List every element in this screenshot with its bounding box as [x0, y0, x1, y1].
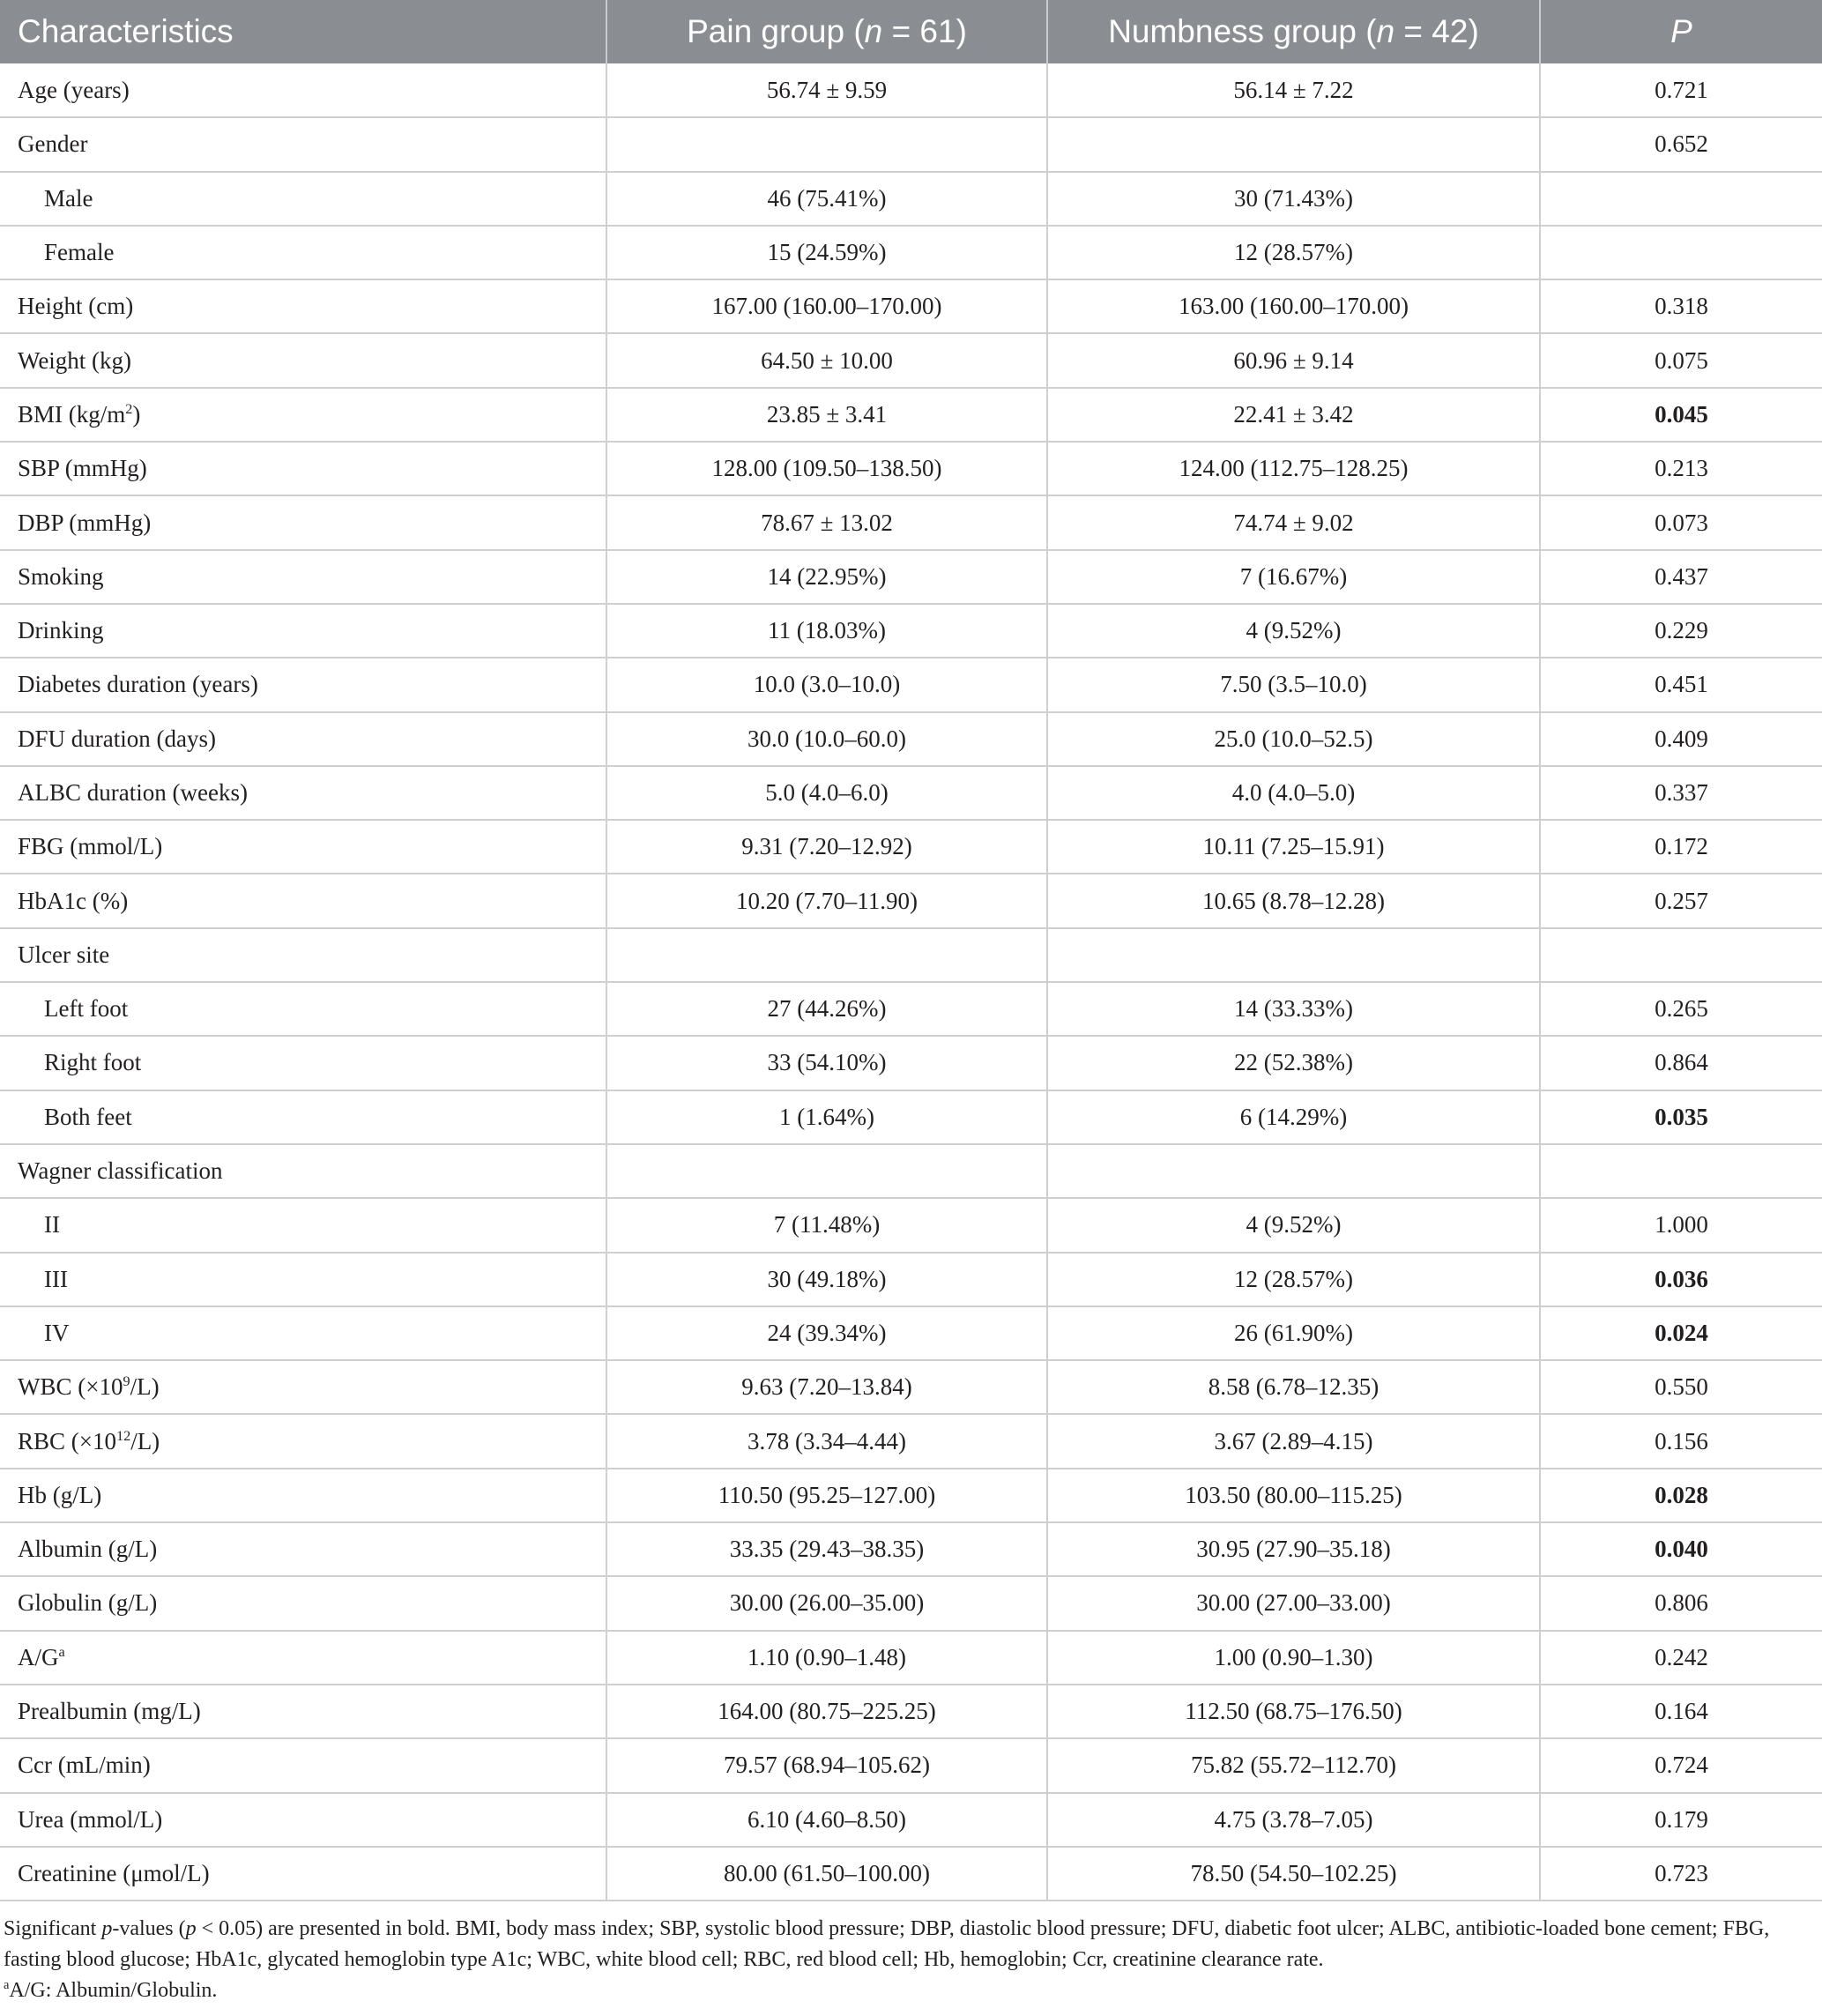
table-row: [0, 117, 1822, 171]
numbness-group-value: 78.50 (54.50–102.25): [1047, 1847, 1540, 1901]
table-row: [0, 1576, 1822, 1630]
row-label: IV: [0, 1306, 606, 1360]
row-label: Weight (kg): [0, 333, 606, 387]
numbness-group-value: 6 (14.29%): [1047, 1090, 1540, 1144]
numbness-group-value: 1.00 (0.90–1.30): [1047, 1631, 1540, 1685]
table-row: [0, 550, 1822, 604]
row-label: BMI $(kg/m^2)$: [0, 388, 606, 442]
table-row: [0, 604, 1822, 658]
pain-group-value: 30.00 (26.00–35.00): [606, 1576, 1047, 1630]
pain-group-value: [606, 1144, 1047, 1198]
pain-group-value: 27 (44.26%): [606, 982, 1047, 1036]
numbness-group-value: 7.50 (3.5–10.0): [1047, 658, 1540, 711]
p-value: 0.257: [1540, 874, 1822, 927]
p-value: 0.242: [1540, 1631, 1822, 1685]
numbness-group-value: 7 (16.67%): [1047, 550, 1540, 604]
table-row: [0, 928, 1822, 982]
table-body: [0, 63, 1822, 1901]
numbness-group-value: 75.82 (55.72–112.70): [1047, 1738, 1540, 1792]
header-p-value: P: [1670, 13, 1692, 49]
table-row: [0, 874, 1822, 927]
header-characteristics: Characteristics: [0, 0, 606, 63]
numbness-group-value: 12 (28.57%): [1047, 1253, 1540, 1306]
p-value: [1540, 226, 1822, 279]
row-label: Diabetes duration (years): [0, 658, 606, 711]
numbness-group-value: 30.95 (27.90–35.18): [1047, 1522, 1540, 1576]
table-row: [0, 495, 1822, 549]
row-label: Globulin (g/L): [0, 1576, 606, 1630]
row-label: Ccr (mL/min): [0, 1738, 606, 1792]
row-label: SBP (mmHg): [0, 442, 606, 495]
table-row: [0, 1414, 1822, 1468]
numbness-group-value: 124.00 (112.75–128.25): [1047, 442, 1540, 495]
pain-group-value: 23.85 ± 3.41: [606, 388, 1047, 442]
p-value: 0.028: [1540, 1469, 1822, 1522]
pain-group-value: 9.31 (7.20–12.92): [606, 820, 1047, 874]
p-value: 0.337: [1540, 766, 1822, 820]
row-label: Male: [0, 172, 606, 226]
table-row: [0, 279, 1822, 333]
pain-group-value: 10.0 (3.0–10.0): [606, 658, 1047, 711]
p-value: 0.265: [1540, 982, 1822, 1036]
numbness-group-value: 25.0 (10.0–52.5): [1047, 712, 1540, 766]
table-row: [0, 226, 1822, 279]
pain-group-value: 64.50 ± 10.00: [606, 333, 1047, 387]
row-label: Urea (mmol/L): [0, 1793, 606, 1847]
pain-group-value: 167.00 (160.00–170.00): [606, 279, 1047, 333]
row-label: Age (years): [0, 63, 606, 117]
row-label: Left foot: [0, 982, 606, 1036]
row-label: RBC $(\times 10^{12}/L)$: [0, 1414, 606, 1468]
numbness-group-value: 74.74 ± 9.02: [1047, 495, 1540, 549]
table-row: [0, 658, 1822, 711]
table-row: [0, 1847, 1822, 1901]
table-row: [0, 1306, 1822, 1360]
p-value: 0.864: [1540, 1036, 1822, 1090]
table-row: [0, 1685, 1822, 1738]
numbness-group-value: 3.67 (2.89–4.15): [1047, 1414, 1540, 1468]
row-label: III: [0, 1253, 606, 1306]
p-value: 0.652: [1540, 117, 1822, 171]
numbness-group-value: 12 (28.57%): [1047, 226, 1540, 279]
row-label: Ulcer site: [0, 928, 606, 982]
numbness-group-value: 10.11 (7.25–15.91): [1047, 820, 1540, 874]
numbness-group-value: [1047, 117, 1540, 171]
pain-group-value: 110.50 (95.25–127.00): [606, 1469, 1047, 1522]
table-row: [0, 1198, 1822, 1252]
table-header: [0, 0, 1822, 63]
p-value: 0.724: [1540, 1738, 1822, 1792]
p-value: [1540, 172, 1822, 226]
table-row: [0, 1090, 1822, 1144]
footnote-abbreviations: Significant p-values (p < 0.05) are presented in bold. BMI, body mass index; SBP, systolic blood pressure; DBP, diastolic blood pressure; DFU, diabetic foot ulcer; ALBC, antibiotic-loaded bone cement; FBG, fasting blood glucose; HbA1c, glycated hemoglobin type A1c; WBC, white blood cell; RBC, red blood cell; Hb, hemoglobin; Ccr, creatinine clearance rate.: [4, 1917, 1770, 1972]
p-value: 0.229: [1540, 604, 1822, 658]
pain-group-value: 164.00 (80.75–225.25): [606, 1685, 1047, 1738]
p-value: 0.073: [1540, 495, 1822, 549]
pain-group-value: 14 (22.95%): [606, 550, 1047, 604]
p-value: 0.721: [1540, 63, 1822, 117]
row-label: HbA1c (%): [0, 874, 606, 927]
table-row: [0, 1360, 1822, 1414]
pain-group-value: 56.74 ± 9.59: [606, 63, 1047, 117]
table-row: [0, 712, 1822, 766]
pain-group-value: 5.0 (4.0–6.0): [606, 766, 1047, 820]
pain-group-value: 30 (49.18%): [606, 1253, 1047, 1306]
pain-group-value: 3.78 (3.34–4.44): [606, 1414, 1047, 1468]
p-value: [1540, 1144, 1822, 1198]
table-footnote: [0, 1901, 1819, 2006]
p-value: 1.000: [1540, 1198, 1822, 1252]
table-row: [0, 1738, 1822, 1792]
table-row: [0, 1631, 1822, 1685]
row-label: Smoking: [0, 550, 606, 604]
numbness-group-value: 103.50 (80.00–115.25): [1047, 1469, 1540, 1522]
p-value: 0.036: [1540, 1253, 1822, 1306]
numbness-group-value: 4.0 (4.0–5.0): [1047, 766, 1540, 820]
table-row: [0, 766, 1822, 820]
pain-group-value: 30.0 (10.0–60.0): [606, 712, 1047, 766]
row-label: $A/G^a$: [0, 1631, 606, 1685]
row-label: ALBC duration (weeks): [0, 766, 606, 820]
pain-group-value: 33.35 (29.43–38.35): [606, 1522, 1047, 1576]
numbness-group-value: 14 (33.33%): [1047, 982, 1540, 1036]
footnote-ag: $^a$A/G: Albumin/Globulin.: [4, 1978, 218, 2003]
p-value: 0.179: [1540, 1793, 1822, 1847]
table-row: [0, 172, 1822, 226]
numbness-group-value: [1047, 1144, 1540, 1198]
table-row: [0, 442, 1822, 495]
p-value: 0.806: [1540, 1576, 1822, 1630]
pain-group-value: 6.10 (4.60–8.50): [606, 1793, 1047, 1847]
numbness-group-value: 56.14 ± 7.22: [1047, 63, 1540, 117]
numbness-group-value: 163.00 (160.00–170.00): [1047, 279, 1540, 333]
table-row: [0, 1036, 1822, 1090]
table-row: [0, 1793, 1822, 1847]
numbness-group-value: 22 (52.38%): [1047, 1036, 1540, 1090]
p-value: 0.040: [1540, 1522, 1822, 1576]
row-label: Right foot: [0, 1036, 606, 1090]
row-label: Both feet: [0, 1090, 606, 1144]
row-label: Prealbumin (mg/L): [0, 1685, 606, 1738]
row-label: FBG (mmol/L): [0, 820, 606, 874]
numbness-group-value: 30 (71.43%): [1047, 172, 1540, 226]
table-row: [0, 63, 1822, 117]
numbness-group-value: [1047, 928, 1540, 982]
pain-group-value: 128.00 (109.50–138.50): [606, 442, 1047, 495]
row-label: Female: [0, 226, 606, 279]
pain-group-value: 78.67 ± 13.02: [606, 495, 1047, 549]
table-row: [0, 820, 1822, 874]
table-row: [0, 1253, 1822, 1306]
p-value: 0.156: [1540, 1414, 1822, 1468]
row-label: Wagner classification: [0, 1144, 606, 1198]
numbness-group-value: 8.58 (6.78–12.35): [1047, 1360, 1540, 1414]
p-value: 0.451: [1540, 658, 1822, 711]
header-pain-group: Pain group (n = 61): [606, 0, 1047, 63]
pain-group-value: 15 (24.59%): [606, 226, 1047, 279]
pain-group-value: 46 (75.41%): [606, 172, 1047, 226]
pain-group-value: 9.63 (7.20–13.84): [606, 1360, 1047, 1414]
numbness-group-value: 30.00 (27.00–33.00): [1047, 1576, 1540, 1630]
header-numbness-group: Numbness group (n = 42): [1047, 0, 1540, 63]
p-value: 0.075: [1540, 333, 1822, 387]
pain-group-value: 10.20 (7.70–11.90): [606, 874, 1047, 927]
table-row: [0, 982, 1822, 1036]
pain-group-value: 33 (54.10%): [606, 1036, 1047, 1090]
p-value: 0.409: [1540, 712, 1822, 766]
pain-group-value: [606, 117, 1047, 171]
numbness-group-value: 4.75 (3.78–7.05): [1047, 1793, 1540, 1847]
pain-group-value: 11 (18.03%): [606, 604, 1047, 658]
p-value: 0.164: [1540, 1685, 1822, 1738]
p-value: 0.172: [1540, 820, 1822, 874]
row-label: Creatinine (μmol/L): [0, 1847, 606, 1901]
numbness-group-value: 22.41 ± 3.42: [1047, 388, 1540, 442]
pain-group-value: 1 (1.64%): [606, 1090, 1047, 1144]
p-value: 0.035: [1540, 1090, 1822, 1144]
row-label: DBP (mmHg): [0, 495, 606, 549]
p-value: [1540, 928, 1822, 982]
numbness-group-value: 4 (9.52%): [1047, 604, 1540, 658]
row-label: Albumin (g/L): [0, 1522, 606, 1576]
row-label: WBC $(\times 10^9/L)$: [0, 1360, 606, 1414]
row-label: Drinking: [0, 604, 606, 658]
pain-group-value: 24 (39.34%): [606, 1306, 1047, 1360]
p-value: 0.024: [1540, 1306, 1822, 1360]
p-value: 0.437: [1540, 550, 1822, 604]
numbness-group-value: 4 (9.52%): [1047, 1198, 1540, 1252]
numbness-group-value: 26 (61.90%): [1047, 1306, 1540, 1360]
row-label: DFU duration (days): [0, 712, 606, 766]
pain-group-value: 79.57 (68.94–105.62): [606, 1738, 1047, 1792]
p-value: 0.723: [1540, 1847, 1822, 1901]
table-row: [0, 1469, 1822, 1522]
row-label: Gender: [0, 117, 606, 171]
table-row: [0, 388, 1822, 442]
numbness-group-value: 10.65 (8.78–12.28): [1047, 874, 1540, 927]
pain-group-value: 80.00 (61.50–100.00): [606, 1847, 1047, 1901]
p-value: 0.318: [1540, 279, 1822, 333]
row-label: Height (cm): [0, 279, 606, 333]
p-value: 0.550: [1540, 1360, 1822, 1414]
table-row: [0, 1522, 1822, 1576]
table-row: [0, 1144, 1822, 1198]
pain-group-value: [606, 928, 1047, 982]
numbness-group-value: 112.50 (68.75–176.50): [1047, 1685, 1540, 1738]
row-label: Hb (g/L): [0, 1469, 606, 1522]
p-value: 0.213: [1540, 442, 1822, 495]
table-row: [0, 333, 1822, 387]
pain-group-value: 7 (11.48%): [606, 1198, 1047, 1252]
numbness-group-value: 60.96 ± 9.14: [1047, 333, 1540, 387]
pain-group-value: 1.10 (0.90–1.48): [606, 1631, 1047, 1685]
p-value: 0.045: [1540, 388, 1822, 442]
row-label: II: [0, 1198, 606, 1252]
